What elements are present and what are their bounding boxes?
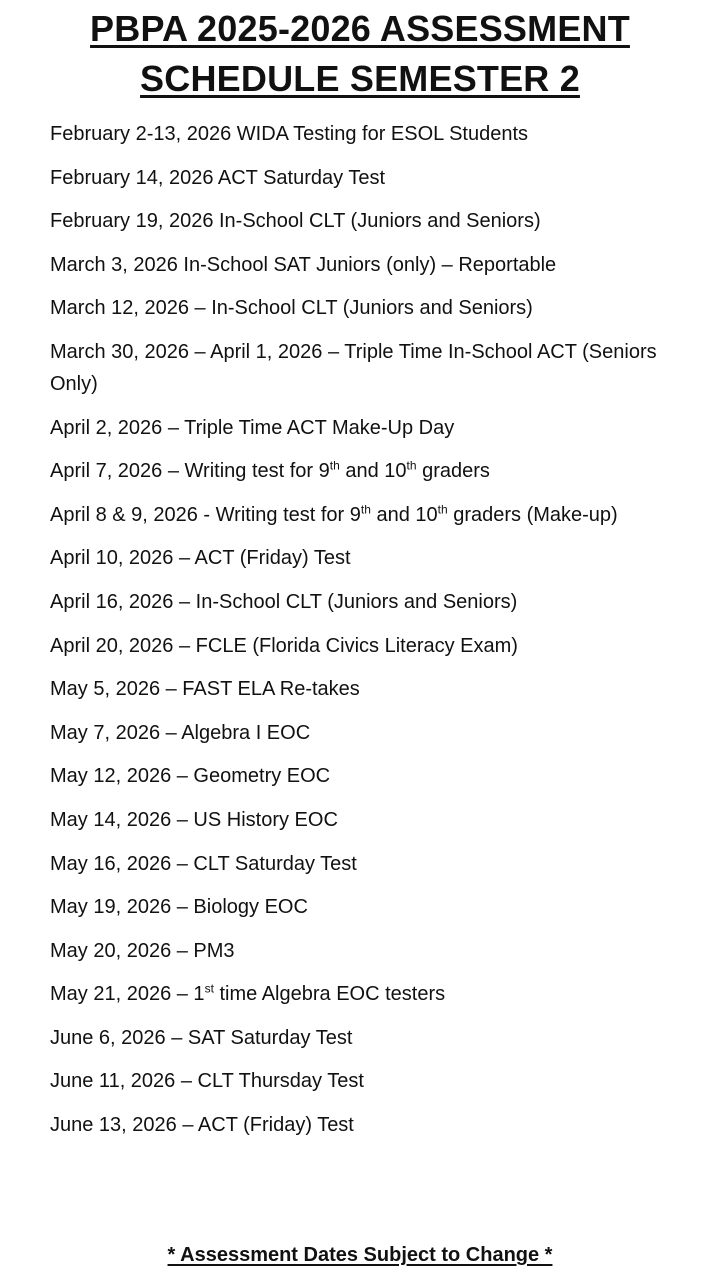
title-line-1: PBPA 2025-2026 ASSESSMENT bbox=[90, 8, 630, 49]
schedule-item bbox=[50, 1065, 670, 1097]
schedule-item-text: April 7, 2026 – Writing test for 9 bbox=[50, 460, 330, 483]
schedule-item-text: April 2, 2026 – Triple Time ACT Make-Up Day bbox=[50, 416, 455, 439]
schedule-item-text: April 20, 2026 – FCLE (Florida Civics Literacy Exam) bbox=[50, 634, 518, 657]
schedule-item-text: February 14, 2026 ACT Saturday Test bbox=[50, 166, 386, 189]
ordinal-suffix: st bbox=[204, 981, 214, 996]
ordinal-suffix: th bbox=[329, 458, 340, 473]
schedule-item bbox=[50, 118, 670, 150]
schedule-item-text: June 11, 2026 – CLT Thursday Test bbox=[50, 1070, 364, 1093]
schedule-item bbox=[50, 1109, 670, 1141]
schedule-item-text: May 19, 2026 – Biology EOC bbox=[50, 896, 308, 919]
schedule-item bbox=[50, 717, 670, 749]
schedule-item bbox=[50, 336, 670, 400]
schedule-item-text: June 6, 2026 – SAT Saturday Test bbox=[50, 1026, 353, 1049]
schedule-item-text: May 21, 2026 – 1 bbox=[50, 983, 205, 1006]
schedule-item-text: May 16, 2026 – CLT Saturday Test bbox=[50, 852, 357, 875]
schedule-item-text: May 14, 2026 – US History EOC bbox=[50, 808, 338, 831]
ordinal-suffix: th bbox=[406, 458, 417, 473]
title-line-2: SCHEDULE SEMESTER 2 bbox=[140, 58, 580, 99]
schedule-item-text: April 10, 2026 – ACT (Friday) Test bbox=[50, 547, 351, 570]
schedule-item bbox=[50, 499, 670, 531]
schedule-item bbox=[50, 249, 670, 281]
disclaimer-text: * Assessment Dates Subject to Change * bbox=[167, 1244, 553, 1266]
schedule-item-text: May 20, 2026 – PM3 bbox=[50, 939, 235, 962]
schedule-item bbox=[50, 542, 670, 574]
disclaimer-footer bbox=[0, 1240, 720, 1270]
schedule-item-text: March 3, 2026 In-School SAT Juniors (only) – Reportable bbox=[50, 253, 557, 276]
schedule-item bbox=[50, 455, 670, 487]
ordinal-suffix: th bbox=[437, 502, 448, 517]
schedule-item-text: June 13, 2026 – ACT (Friday) Test bbox=[50, 1114, 354, 1137]
schedule-item-text: May 5, 2026 – FAST ELA Re-takes bbox=[50, 678, 360, 701]
schedule-item bbox=[50, 292, 670, 324]
schedule-item bbox=[50, 205, 670, 237]
schedule-list bbox=[0, 118, 720, 1141]
schedule-item-text: February 19, 2026 In-School CLT (Juniors and Seniors) bbox=[50, 210, 541, 233]
schedule-item bbox=[50, 630, 670, 662]
schedule-item bbox=[50, 673, 670, 705]
schedule-item-text: graders bbox=[416, 460, 490, 483]
schedule-item bbox=[50, 412, 670, 444]
schedule-item-text: and 10 bbox=[370, 503, 438, 526]
schedule-item bbox=[50, 978, 670, 1010]
ordinal-suffix: th bbox=[360, 502, 371, 517]
schedule-item bbox=[50, 760, 670, 792]
schedule-item-text: and 10 bbox=[339, 460, 407, 483]
schedule-item bbox=[50, 935, 670, 967]
schedule-item-text: March 12, 2026 – In-School CLT (Juniors and Seniors) bbox=[50, 297, 533, 320]
schedule-item bbox=[50, 848, 670, 880]
schedule-item-text: April 8 & 9, 2026 - Writing test for 9 bbox=[50, 503, 361, 526]
schedule-item-text: February 2-13, 2026 WIDA Testing for ESOL Students bbox=[50, 123, 529, 145]
schedule-item-text: April 16, 2026 – In-School CLT (Juniors and Seniors) bbox=[50, 590, 518, 613]
schedule-item-text: graders (Make-up) bbox=[447, 503, 618, 526]
schedule-item-text: time Algebra EOC testers bbox=[213, 983, 446, 1006]
schedule-item-text: May 12, 2026 – Geometry EOC bbox=[50, 765, 331, 788]
schedule-item bbox=[50, 804, 670, 836]
schedule-item bbox=[50, 586, 670, 618]
schedule-item-text: March 30, 2026 – April 1, 2026 – Triple Time In-School ACT (Seniors Only) bbox=[50, 340, 657, 395]
schedule-item bbox=[50, 1022, 670, 1054]
schedule-item-text: May 7, 2026 – Algebra I EOC bbox=[50, 721, 311, 744]
schedule-item bbox=[50, 162, 670, 194]
document-title bbox=[0, 0, 720, 104]
schedule-item bbox=[50, 891, 670, 923]
